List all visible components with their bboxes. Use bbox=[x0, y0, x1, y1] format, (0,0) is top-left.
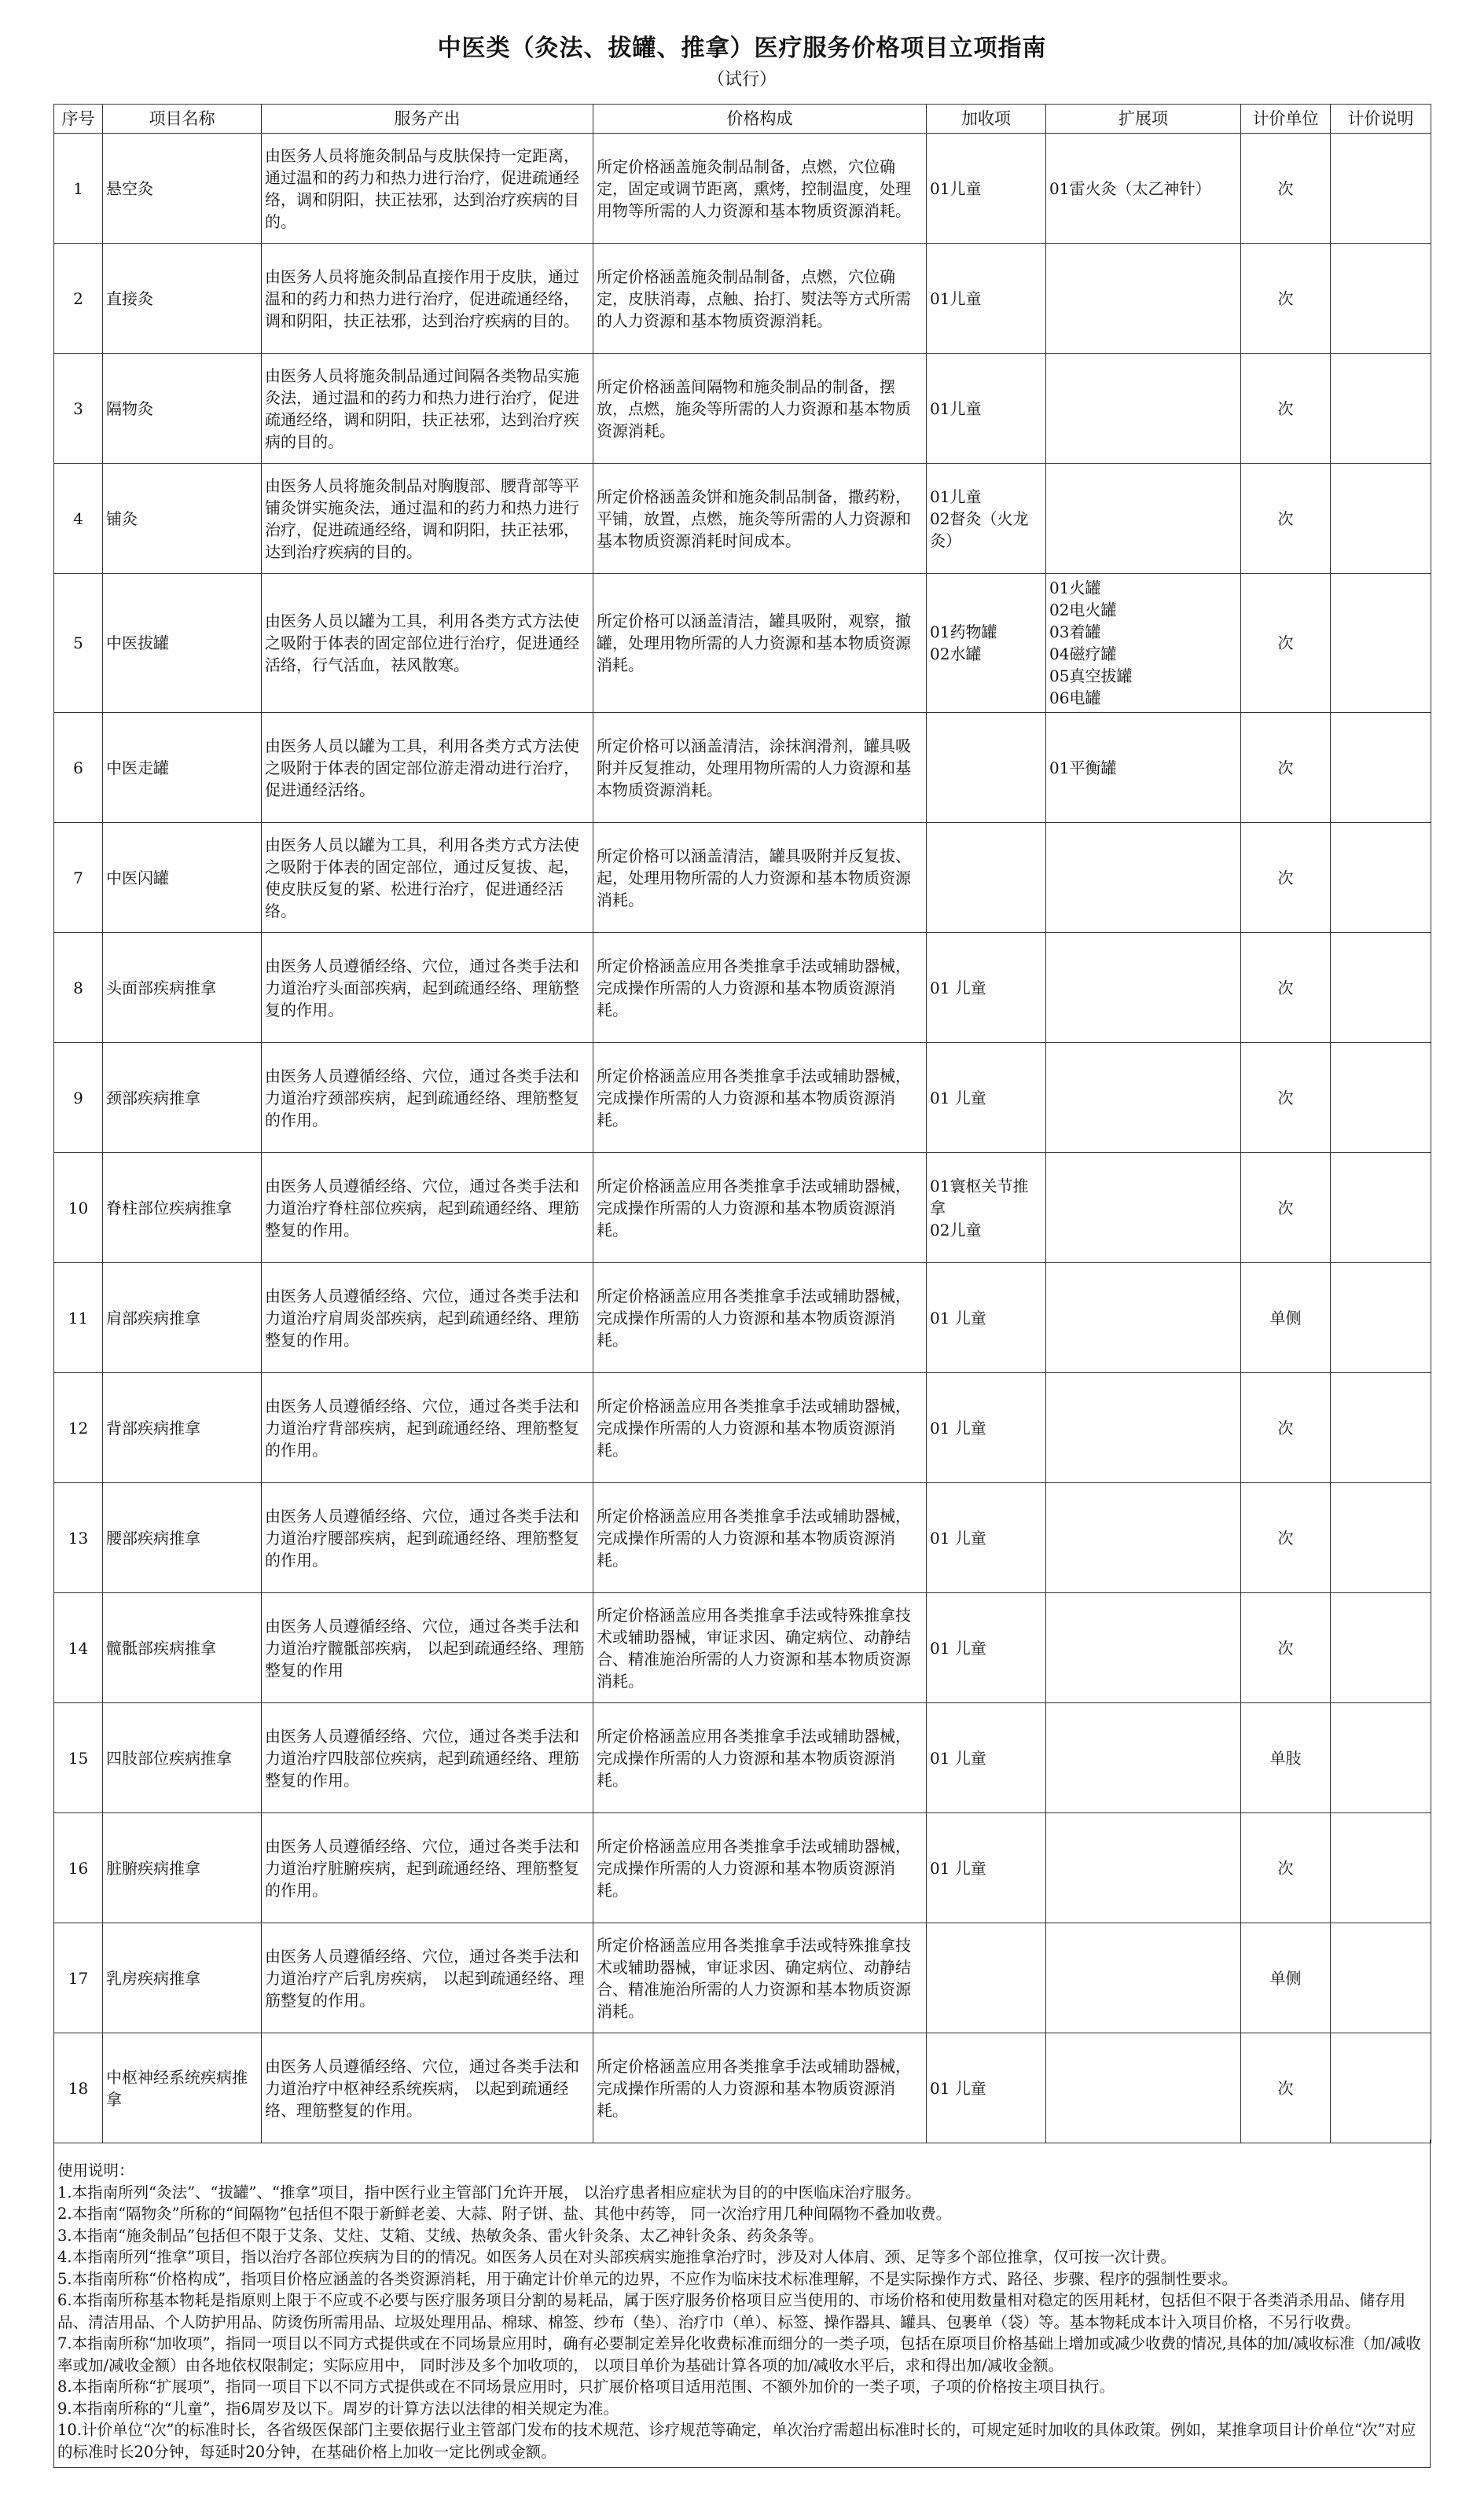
cell-service-output: 由医务人员遵循经络、穴位，通过各类手法和力道治疗颈部疾病，起到疏通经络、理筋整复的作用。 bbox=[262, 1043, 593, 1153]
table-row bbox=[54, 1593, 1431, 1703]
header-no: 序号 bbox=[54, 105, 103, 134]
note-item: 3.本指南“施灸制品”包括但不限于艾条、艾炷、艾箱、艾绒、热敏灸条、雷火针灸条、太乙神针灸条、药灸条等。 bbox=[57, 2226, 824, 2245]
cell-no: 14 bbox=[54, 1593, 103, 1703]
cell-no: 18 bbox=[54, 2033, 103, 2143]
cell-item-name: 髋骶部疾病推拿 bbox=[103, 1593, 262, 1703]
cell-pricing-note bbox=[1331, 823, 1431, 933]
cell-service-output: 由医务人员遵循经络、穴位，通过各类手法和力道治疗髋骶部疾病， 以起到疏通经络、理筋整复的作用 bbox=[262, 1593, 593, 1703]
cell-surcharge: 01 儿童 bbox=[927, 1043, 1046, 1153]
cell-item-name: 铺灸 bbox=[103, 464, 262, 574]
cell-no: 7 bbox=[54, 823, 103, 933]
cell-pricing-note bbox=[1331, 1373, 1431, 1483]
cell-pricing-note bbox=[1331, 354, 1431, 464]
cell-item-name: 悬空灸 bbox=[103, 134, 262, 244]
cell-price-composition: 所定价格涵盖应用各类推拿手法或辅助器械，完成操作所需的人力资源和基本物质资源消耗。 bbox=[593, 1043, 927, 1153]
table-row bbox=[54, 1813, 1431, 1923]
cell-surcharge: 01 儿童 bbox=[927, 1483, 1046, 1593]
cell-price-composition: 所定价格可以涵盖清洁，罐具吸附并反复拔、起，处理用物所需的人力资源和基本物质资源消耗。 bbox=[593, 823, 927, 933]
cell-price-composition: 所定价格涵盖应用各类推拿手法或辅助器械，完成操作所需的人力资源和基本物质资源消耗。 bbox=[593, 1263, 927, 1373]
cell-service-output: 由医务人员将施灸制品与皮肤保持一定距离，通过温和的药力和热力进行治疗，促进疏通经络，调和阴阳，扶正祛邪，达到治疗疾病的目的。 bbox=[262, 134, 593, 244]
cell-price-composition: 所定价格可以涵盖清洁，涂抹润滑剂，罐具吸附并反复推动，处理用物所需的人力资源和基本物质资源消耗。 bbox=[593, 713, 927, 823]
cell-service-output: 由医务人员遵循经络、穴位，通过各类手法和力道治疗腰部疾病，起到疏通经络、理筋整复的作用。 bbox=[262, 1483, 593, 1593]
table-body bbox=[54, 134, 1431, 2143]
cell-price-composition: 所定价格涵盖施灸制品制备，点燃，穴位确定，固定或调节距离，熏烤，控制温度，处理用物等所需的人力资源和基本物质资源消耗。 bbox=[593, 134, 927, 244]
header-surcharge: 加收项 bbox=[927, 105, 1046, 134]
note-item: 5.本指南所称“价格构成”，指项目价格应涵盖的各类资源消耗，用于确定计价单元的边界，不应作为临床技术标准理解，不是实际操作方式、路径、步骤、程序的强制性要求。 bbox=[57, 2269, 1238, 2288]
note-item: 8.本指南所称“扩展项”，指同一项目下以不同方式提供或在不同场景应用时，只扩展价格项目适用范围、不额外加价的一类子项，子项的价格按主项目执行。 bbox=[57, 2378, 1115, 2396]
cell-item-name: 脊柱部位疾病推拿 bbox=[103, 1153, 262, 1263]
cell-surcharge: 01 儿童 bbox=[927, 933, 1046, 1043]
note-item: 9.本指南所称的“儿童”，指6周岁及以下。周岁的计算方法以法律的相关规定为准。 bbox=[57, 2399, 619, 2418]
cell-service-output: 由医务人员将施灸制品直接作用于皮肤，通过温和的药力和热力进行治疗，促进疏通经络，调和阴阳，扶正祛邪，达到治疗疾病的目的。 bbox=[262, 244, 593, 354]
cell-unit: 次 bbox=[1241, 2033, 1331, 2143]
cell-extension: 01雷火灸（太乙神针） bbox=[1046, 134, 1241, 244]
cell-service-output: 由医务人员以罐为工具，利用各类方式方法使之吸附于体表的固定部位进行治疗，促进通经活络，行气活血，祛风散寒。 bbox=[262, 574, 593, 713]
cell-item-name: 肩部疾病推拿 bbox=[103, 1263, 262, 1373]
cell-service-output: 由医务人员遵循经络、穴位，通过各类手法和力道治疗四肢部位疾病，起到疏通经络、理筋整复的作用。 bbox=[262, 1703, 593, 1813]
table-row bbox=[54, 354, 1431, 464]
cell-extension bbox=[1046, 1153, 1241, 1263]
cell-item-name: 中医拔罐 bbox=[103, 574, 262, 713]
cell-surcharge: 01寰枢关节推拿 02儿童 bbox=[927, 1153, 1046, 1263]
notes-list bbox=[57, 2182, 1427, 2463]
cell-unit: 次 bbox=[1241, 1593, 1331, 1703]
note-item: 7.本指南所称“加收项”，指同一项目以不同方式提供或在不同场景应用时，确有必要制定差异化收费标准而细分的一类子项，包括在原项目价格基础上增加或减少收费的情况,具体的加/减收标准（加/减收率或加/减收金额）由各地依权限制定；实际应用中， 同时涉及多个加收项的， 以项目单价为基础计算各项的加/减收水平后，求和得出加/减收金额。 bbox=[57, 2334, 1421, 2374]
cell-price-composition: 所定价格涵盖应用各类推拿手法或辅助器械，完成操作所需的人力资源和基本物质资源消耗。 bbox=[593, 1153, 927, 1263]
table-row bbox=[54, 1153, 1431, 1263]
cell-unit: 次 bbox=[1241, 1043, 1331, 1153]
cell-service-output: 由医务人员以罐为工具，利用各类方式方法使之吸附于体表的固定部位，通过反复拔、起，使皮肤反复的紧、松进行治疗，促进通经活络。 bbox=[262, 823, 593, 933]
cell-item-name: 乳房疾病推拿 bbox=[103, 1923, 262, 2033]
cell-unit: 次 bbox=[1241, 1153, 1331, 1263]
cell-unit: 次 bbox=[1241, 933, 1331, 1043]
cell-no: 13 bbox=[54, 1483, 103, 1593]
cell-surcharge bbox=[927, 823, 1046, 933]
cell-surcharge: 01儿童 bbox=[927, 134, 1046, 244]
cell-unit: 次 bbox=[1241, 1373, 1331, 1483]
cell-unit: 单肢 bbox=[1241, 1703, 1331, 1813]
notes-heading: 使用说明： bbox=[57, 2161, 134, 2180]
cell-no: 5 bbox=[54, 574, 103, 713]
cell-service-output: 由医务人员遵循经络、穴位，通过各类手法和力道治疗产后乳房疾病， 以起到疏通经络、理筋整复的作用。 bbox=[262, 1923, 593, 2033]
note-item: 1.本指南所列“灸法”、“拔罐”、“推拿”项目，指中医行业主管部门允许开展， 以治疗患者相应症状为目的的中医临床治疗服务。 bbox=[57, 2183, 921, 2202]
cell-unit: 次 bbox=[1241, 464, 1331, 574]
cell-price-composition: 所定价格涵盖应用各类推拿手法或辅助器械，完成操作所需的人力资源和基本物质资源消耗。 bbox=[593, 1483, 927, 1593]
cell-extension bbox=[1046, 1263, 1241, 1373]
header-name: 项目名称 bbox=[103, 105, 262, 134]
cell-pricing-note bbox=[1331, 464, 1431, 574]
cell-pricing-note bbox=[1331, 134, 1431, 244]
cell-item-name: 直接灸 bbox=[103, 244, 262, 354]
cell-unit: 次 bbox=[1241, 1813, 1331, 1923]
cell-item-name: 中枢神经系统疾病推拿 bbox=[103, 2033, 262, 2143]
cell-pricing-note bbox=[1331, 574, 1431, 713]
cell-price-composition: 所定价格涵盖应用各类推拿手法或辅助器械，完成操作所需的人力资源和基本物质资源消耗。 bbox=[593, 1703, 927, 1813]
cell-unit: 次 bbox=[1241, 244, 1331, 354]
table-row bbox=[54, 933, 1431, 1043]
cell-service-output: 由医务人员遵循经络、穴位，通过各类手法和力道治疗背部疾病，起到疏通经络、理筋整复的作用。 bbox=[262, 1373, 593, 1483]
cell-surcharge: 01 儿童 bbox=[927, 1703, 1046, 1813]
cell-service-output: 由医务人员遵循经络、穴位，通过各类手法和力道治疗中枢神经系统疾病， 以起到疏通经络、理筋整复的作用。 bbox=[262, 2033, 593, 2143]
note-item: 4.本指南所列“推拿”项目，指以治疗各部位疾病为目的的情况。如医务人员在对头部疾病实施推拿治疗时，涉及对人体肩、颈、足等多个部位推拿，仅可按一次计费。 bbox=[57, 2248, 1177, 2266]
table-row bbox=[54, 2033, 1431, 2143]
cell-surcharge: 01药物罐 02水罐 bbox=[927, 574, 1046, 713]
document-subtitle: （试行） bbox=[707, 70, 777, 90]
cell-service-output: 由医务人员将施灸制品通过间隔各类物品实施灸法，通过温和的药力和热力进行治疗，促进疏通经络，调和阴阳，扶正祛邪，达到治疗疾病的目的。 bbox=[262, 354, 593, 464]
cell-item-name: 中医闪罐 bbox=[103, 823, 262, 933]
cell-no: 2 bbox=[54, 244, 103, 354]
cell-unit: 单侧 bbox=[1241, 1923, 1331, 2033]
cell-service-output: 由医务人员遵循经络、穴位，通过各类手法和力道治疗脏腑疾病，起到疏通经络、理筋整复的作用。 bbox=[262, 1813, 593, 1923]
cell-unit: 次 bbox=[1241, 713, 1331, 823]
cell-no: 9 bbox=[54, 1043, 103, 1153]
cell-unit: 次 bbox=[1241, 574, 1331, 713]
cell-pricing-note bbox=[1331, 2033, 1431, 2143]
table-row bbox=[54, 244, 1431, 354]
header-price: 价格构成 bbox=[593, 105, 927, 134]
cell-price-composition: 所定价格涵盖施灸制品制备，点燃，穴位确定，皮肤消毒，点触、抬打、熨法等方式所需的人力资源和基本物质资源消耗。 bbox=[593, 244, 927, 354]
table-header-row bbox=[54, 105, 1431, 134]
cell-unit: 次 bbox=[1241, 354, 1331, 464]
cell-pricing-note bbox=[1331, 244, 1431, 354]
cell-pricing-note bbox=[1331, 1813, 1431, 1923]
header-extension: 扩展项 bbox=[1046, 105, 1241, 134]
document-title: 中医类（灸法、拔罐、推拿）医疗服务价格项目立项指南 bbox=[437, 35, 1047, 62]
cell-no: 1 bbox=[54, 134, 103, 244]
cell-extension bbox=[1046, 1703, 1241, 1813]
cell-service-output: 由医务人员遵循经络、穴位，通过各类手法和力道治疗脊柱部位疾病，起到疏通经络、理筋整复的作用。 bbox=[262, 1153, 593, 1263]
table-row bbox=[54, 1703, 1431, 1813]
cell-extension: 01平衡罐 bbox=[1046, 713, 1241, 823]
cell-item-name: 中医走罐 bbox=[103, 713, 262, 823]
cell-extension bbox=[1046, 1373, 1241, 1483]
header-note: 计价说明 bbox=[1331, 105, 1431, 134]
cell-price-composition: 所定价格涵盖应用各类推拿手法或辅助器械，完成操作所需的人力资源和基本物质资源消耗。 bbox=[593, 1373, 927, 1483]
table-row bbox=[54, 1923, 1431, 2033]
cell-extension bbox=[1046, 1483, 1241, 1593]
cell-extension bbox=[1046, 1813, 1241, 1923]
cell-surcharge: 01 儿童 bbox=[927, 1813, 1046, 1923]
cell-extension bbox=[1046, 464, 1241, 574]
cell-item-name: 四肢部位疾病推拿 bbox=[103, 1703, 262, 1813]
cell-service-output: 由医务人员将施灸制品对胸腹部、腰背部等平铺灸饼实施灸法，通过温和的药力和热力进行治疗，促进疏通经络，调和阴阳，扶正祛邪，达到治疗疾病的目的。 bbox=[262, 464, 593, 574]
cell-price-composition: 所定价格涵盖应用各类推拿手法或特殊推拿技术或辅助器械，审证求因、确定病位、动静结合、精准施治所需的人力资源和基本物质资源消耗。 bbox=[593, 1593, 927, 1703]
cell-pricing-note bbox=[1331, 1263, 1431, 1373]
table-row bbox=[54, 1043, 1431, 1153]
cell-price-composition: 所定价格涵盖应用各类推拿手法或辅助器械，完成操作所需的人力资源和基本物质资源消耗。 bbox=[593, 933, 927, 1043]
cell-price-composition: 所定价格涵盖间隔物和施灸制品的制备，摆放，点燃，施灸等所需的人力资源和基本物质资源消耗。 bbox=[593, 354, 927, 464]
cell-extension bbox=[1046, 1923, 1241, 2033]
cell-service-output: 由医务人员遵循经络、穴位，通过各类手法和力道治疗肩周炎部疾病，起到疏通经络、理筋整复的作用。 bbox=[262, 1263, 593, 1373]
cell-item-name: 隔物灸 bbox=[103, 354, 262, 464]
cell-no: 4 bbox=[54, 464, 103, 574]
cell-item-name: 腰部疾病推拿 bbox=[103, 1483, 262, 1593]
cell-no: 10 bbox=[54, 1153, 103, 1263]
cell-surcharge bbox=[927, 1923, 1046, 2033]
cell-unit: 次 bbox=[1241, 823, 1331, 933]
cell-pricing-note bbox=[1331, 1483, 1431, 1593]
cell-extension bbox=[1046, 1043, 1241, 1153]
cell-item-name: 头面部疾病推拿 bbox=[103, 933, 262, 1043]
cell-surcharge: 01 儿童 bbox=[927, 2033, 1046, 2143]
cell-pricing-note bbox=[1331, 1703, 1431, 1813]
table-row bbox=[54, 823, 1431, 933]
note-item: 10.计价单位“次”的标准时长，各省级医保部门主要依据行业主管部门发布的技术规范、诊疗规范等确定，单次治疗需超出标准时长的，可规定延时加收的具体政策。例如，某推拿项目计价单位“次”对应的标准时长20分钟，每延时20分钟，在基础价格上加收一定比例或金额。 bbox=[57, 2421, 1416, 2461]
cell-extension bbox=[1046, 2033, 1241, 2143]
cell-no: 16 bbox=[54, 1813, 103, 1923]
cell-surcharge: 01儿童 bbox=[927, 244, 1046, 354]
cell-surcharge: 01 儿童 bbox=[927, 1263, 1046, 1373]
table-row bbox=[54, 1263, 1431, 1373]
cell-item-name: 脏腑疾病推拿 bbox=[103, 1813, 262, 1923]
cell-unit: 次 bbox=[1241, 134, 1331, 244]
cell-surcharge: 01儿童 02督灸（火龙灸） bbox=[927, 464, 1046, 574]
cell-price-composition: 所定价格可以涵盖清洁，罐具吸附，观察，撤罐，处理用物所需的人力资源和基本物质资源消耗。 bbox=[593, 574, 927, 713]
table-row bbox=[54, 1483, 1431, 1593]
header-unit: 计价单位 bbox=[1241, 105, 1331, 134]
cell-service-output: 由医务人员遵循经络、穴位，通过各类手法和力道治疗头面部疾病，起到疏通经络、理筋整复的作用。 bbox=[262, 933, 593, 1043]
cell-price-composition: 所定价格涵盖应用各类推拿手法或特殊推拿技术或辅助器械，审证求因、确定病位、动静结合、精准施治所需的人力资源和基本物质资源消耗。 bbox=[593, 1923, 927, 2033]
cell-extension bbox=[1046, 933, 1241, 1043]
cell-no: 3 bbox=[54, 354, 103, 464]
cell-pricing-note bbox=[1331, 1923, 1431, 2033]
cell-no: 8 bbox=[54, 933, 103, 1043]
cell-item-name: 背部疾病推拿 bbox=[103, 1373, 262, 1483]
cell-surcharge: 01 儿童 bbox=[927, 1593, 1046, 1703]
header-output: 服务产出 bbox=[262, 105, 593, 134]
pricing-table bbox=[53, 104, 1431, 2143]
cell-unit: 次 bbox=[1241, 1483, 1331, 1593]
cell-no: 15 bbox=[54, 1703, 103, 1813]
cell-price-composition: 所定价格涵盖应用各类推拿手法或辅助器械，完成操作所需的人力资源和基本物质资源消耗。 bbox=[593, 2033, 927, 2143]
cell-surcharge bbox=[927, 713, 1046, 823]
cell-price-composition: 所定价格涵盖灸饼和施灸制品制备，撒药粉，平铺，放置，点燃，施灸等所需的人力资源和基本物质资源消耗时间成本。 bbox=[593, 464, 927, 574]
table-row bbox=[54, 713, 1431, 823]
cell-pricing-note bbox=[1331, 1043, 1431, 1153]
cell-pricing-note bbox=[1331, 1593, 1431, 1703]
table-row bbox=[54, 574, 1431, 713]
cell-pricing-note bbox=[1331, 933, 1431, 1043]
cell-surcharge: 01儿童 bbox=[927, 354, 1046, 464]
note-item: 2.本指南“隔物灸”所称的“间隔物”包括但不限于新鲜老姜、大蒜、附子饼、盐、其他中药等， 同一次治疗用几种间隔物不叠加收费。 bbox=[57, 2205, 952, 2223]
cell-no: 12 bbox=[54, 1373, 103, 1483]
cell-surcharge: 01 儿童 bbox=[927, 1373, 1046, 1483]
cell-price-composition: 所定价格涵盖应用各类推拿手法或辅助器械，完成操作所需的人力资源和基本物质资源消耗。 bbox=[593, 1813, 927, 1923]
cell-extension: 01火罐 02电火罐 03着罐 04磁疗罐 05真空拔罐 06电罐 bbox=[1046, 574, 1241, 713]
cell-pricing-note bbox=[1331, 1153, 1431, 1263]
note-item: 6.本指南所称基本物耗是指原则上限于不应或不必要与医疗服务项目分割的易耗品，属于医疗服务价格项目应当使用的、市场价格和使用数量相对稳定的医用耗材，包括但不限于各类消杀用品、储存用品、清洁用品、个人防护用品、防烫伤所需用品、垃圾处理用品、棉球、棉签、纱布（垫）、治疗巾（单）、标签、操作器具、罐具、包裹单（袋）等。基本物耗成本计入项目价格，不另行收费。 bbox=[57, 2291, 1406, 2331]
cell-item-name: 颈部疾病推拿 bbox=[103, 1043, 262, 1153]
cell-extension bbox=[1046, 354, 1241, 464]
table-row bbox=[54, 1373, 1431, 1483]
cell-no: 17 bbox=[54, 1923, 103, 2033]
cell-extension bbox=[1046, 1593, 1241, 1703]
cell-pricing-note bbox=[1331, 713, 1431, 823]
table-row bbox=[54, 134, 1431, 244]
cell-no: 6 bbox=[54, 713, 103, 823]
table-row bbox=[54, 464, 1431, 574]
cell-extension bbox=[1046, 244, 1241, 354]
cell-unit: 单侧 bbox=[1241, 1263, 1331, 1373]
usage-notes bbox=[53, 2139, 1431, 2468]
cell-service-output: 由医务人员以罐为工具，利用各类方式方法使之吸附于体表的固定部位游走滑动进行治疗，促进通经活络。 bbox=[262, 713, 593, 823]
cell-extension bbox=[1046, 823, 1241, 933]
cell-no: 11 bbox=[54, 1263, 103, 1373]
